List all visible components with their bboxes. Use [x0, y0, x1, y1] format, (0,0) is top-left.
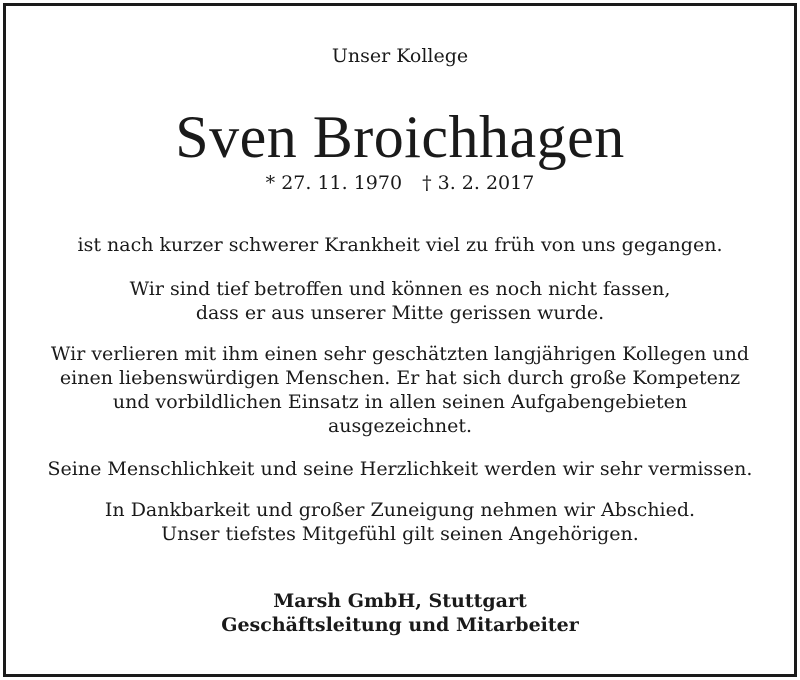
text-line: Unser tiefstes Mitgefühl gilt seinen Angehörigen.: [161, 523, 639, 545]
text-line: Seine Menschlichkeit und seine Herzlichkeit werden wir sehr vermissen.: [47, 458, 753, 480]
paragraph-shock: [0, 277, 800, 325]
signature-company: Marsh GmbH, Stuttgart: [273, 590, 527, 612]
text-line: einen liebenswürdigen Menschen. Er hat sich durch große Kompetenz: [59, 367, 741, 389]
text-line: ausgezeichnet.: [327, 415, 473, 437]
text-line: Wir sind tief betroffen und können es noch nicht fassen,: [129, 278, 671, 300]
paragraph-tribute: [0, 342, 800, 438]
signature-block: [0, 589, 800, 637]
death-date: † 3. 2. 2017: [422, 172, 535, 194]
text-line: dass er aus unserer Mitte gerissen wurde.: [195, 302, 605, 324]
paragraph-farewell: [0, 498, 800, 546]
intro-line: Unser Kollege: [331, 45, 469, 67]
birth-date: * 27. 11. 1970: [265, 172, 403, 194]
signature-group: Geschäftsleitung und Mitarbeiter: [221, 614, 579, 636]
text-line: Wir verlieren mit ihm einen sehr geschätzten langjährigen Kollegen und: [50, 343, 750, 365]
text-line: und vorbildlichen Einsatz in allen seinen Aufgabengebieten: [112, 391, 688, 413]
paragraph-miss: [0, 457, 800, 481]
text-line: ist nach kurzer schwerer Krankheit viel zu früh von uns gegangen.: [77, 234, 723, 256]
deceased-name: Sven Broichhagen: [175, 104, 625, 170]
paragraph-passing: [0, 233, 800, 257]
life-dates: [0, 172, 800, 194]
text-line: In Dankbarkeit und großer Zuneigung nehmen wir Abschied.: [104, 499, 696, 521]
